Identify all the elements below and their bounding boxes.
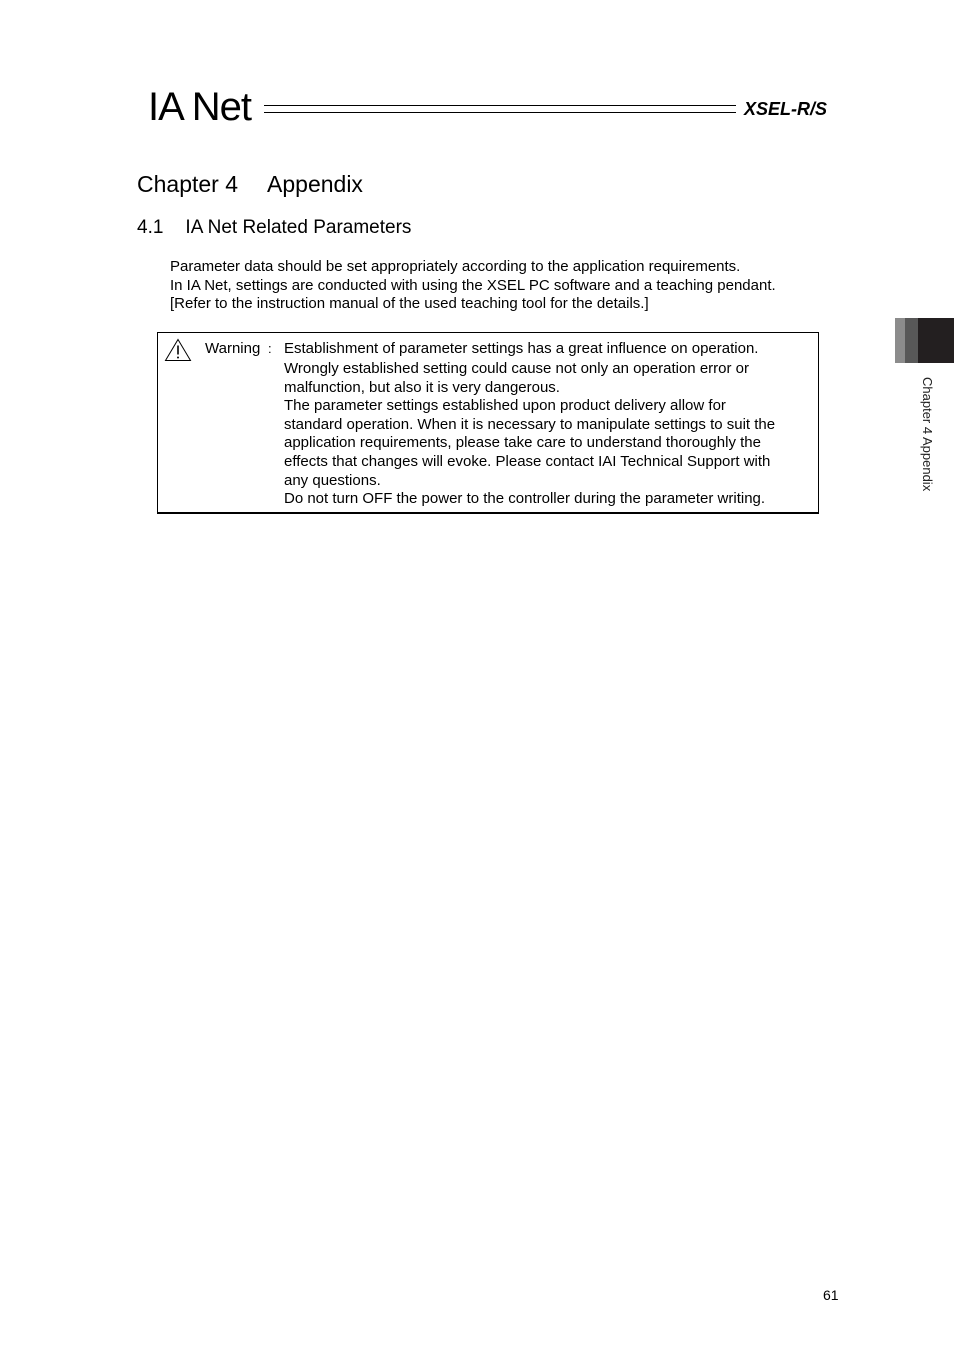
intro-line: Parameter data should be set appropriately according to the application requirements. [170, 258, 741, 275]
tab-stripe-dark [918, 318, 954, 363]
warning-line: application requirements, please take care to understand thoroughly the [284, 434, 761, 452]
intro-line: [Refer to the instruction manual of the used teaching tool for the details.] [170, 295, 649, 312]
page-number: 61 [823, 1287, 839, 1303]
warning-colon: : [268, 341, 272, 356]
section-title: IA Net Related Parameters [185, 217, 412, 238]
chapter-heading [137, 170, 363, 198]
warning-triangle-icon [164, 338, 192, 362]
chapter-number: Chapter 4 [137, 171, 239, 197]
warning-text [284, 340, 814, 509]
chapter-title: Appendix [267, 171, 363, 197]
warning-line: malfunction, but also it is very dangerous. [284, 378, 560, 396]
warning-label: Warning [205, 340, 261, 357]
warning-line: any questions. [284, 471, 381, 489]
warning-line: Do not turn OFF the power to the controller during the parameter writing. [284, 490, 766, 508]
warning-line: effects that changes will evoke. Please contact IAI Technical Support with [284, 453, 771, 471]
header-title: IA Net [148, 85, 251, 129]
tab-stripe-light [895, 318, 905, 363]
header-model: XSEL-R/S [744, 99, 828, 119]
warning-line: Establishment of parameter settings has a great influence on operation. [284, 340, 759, 357]
warning-line: Wrongly established setting could cause not only an operation error or [284, 360, 749, 378]
header-double-rule [264, 105, 736, 113]
tab-stripe-mid [905, 318, 918, 363]
warning-box [157, 332, 819, 514]
chapter-thumb-tab [895, 318, 954, 363]
section-heading [137, 216, 411, 240]
warning-line: standard operation. When it is necessary to manipulate settings to suit the [284, 415, 776, 433]
warning-line: The parameter settings established upon product delivery allow for [284, 397, 726, 415]
intro-paragraph [170, 258, 776, 314]
intro-line: In IA Net, settings are conducted with using the XSEL PC software and a teaching pendant. [170, 276, 776, 294]
side-chapter-label: Chapter 4 Appendix [920, 377, 935, 492]
section-number: 4.1 [137, 217, 164, 238]
